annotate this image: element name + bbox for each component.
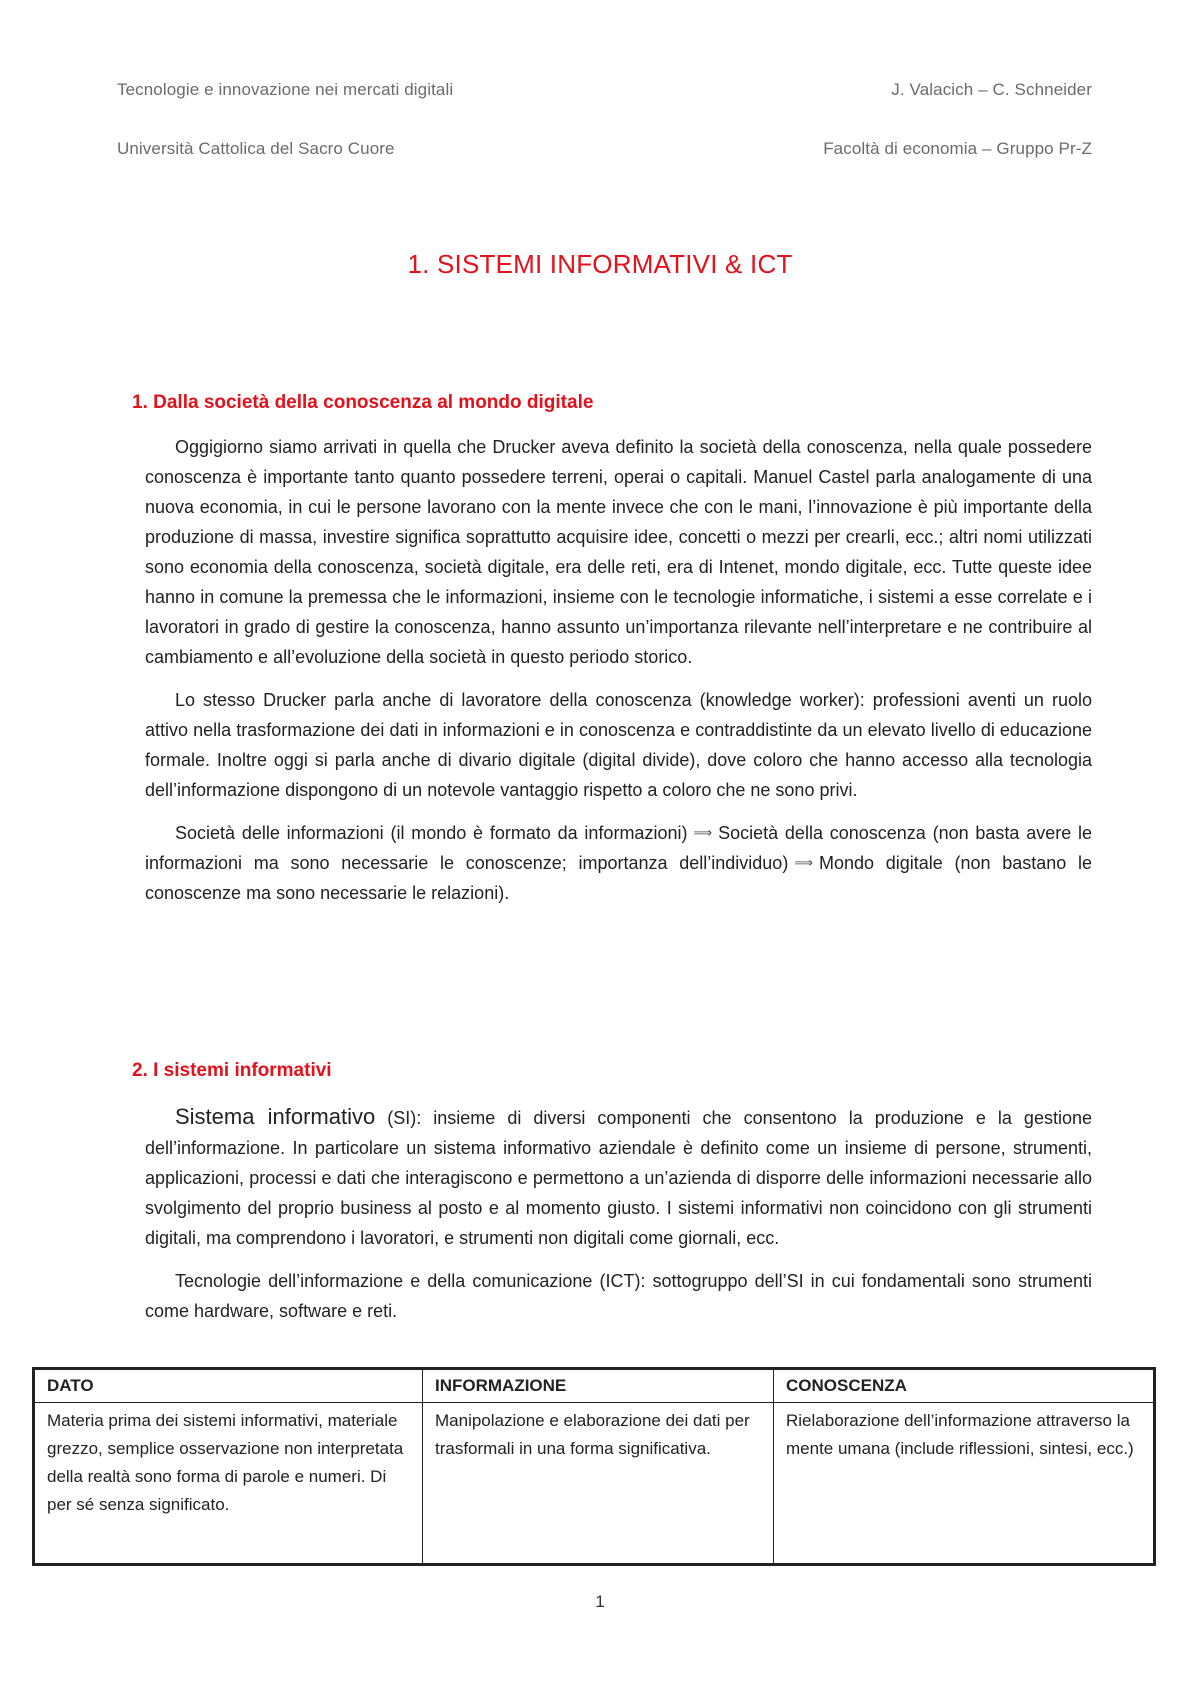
table-cell-dato: Materia prima dei sistemi informativi, materiale grezzo, semplice osservazione non interpretata della realtà sono forma di parole e numeri. Di per sé senza significato. xyxy=(34,1403,423,1565)
table-cell-conoscenza: Rielaborazione dell’informazione attraverso la mente umana (include riflessioni, sintesi, ecc.) xyxy=(774,1403,1155,1565)
section-1-heading: 1. Dalla società della conoscenza al mondo digitale xyxy=(132,392,594,413)
arrow-icon: ⟹ xyxy=(693,825,713,840)
table-header-row xyxy=(34,1369,1155,1403)
comparison-table xyxy=(32,1367,1156,1566)
table-header-dato: DATO xyxy=(34,1369,423,1403)
table-header-informazione: INFORMAZIONE xyxy=(423,1369,774,1403)
arrow-icon: ⟹ xyxy=(794,855,813,870)
table-row xyxy=(34,1403,1155,1565)
table-header-conoscenza: CONOSCENZA xyxy=(774,1369,1155,1403)
section-2-paragraph-1 xyxy=(145,1102,1092,1253)
section-1-body xyxy=(145,432,1092,921)
section-1-paragraph-3 xyxy=(145,818,1092,908)
section-2-body xyxy=(145,1102,1092,1339)
section-2-paragraph-2: Tecnologie dell’informazione e della comunicazione (ICT): sottogruppo dell’SI in cui fondamentali sono strumenti come hardware, software e reti. xyxy=(145,1271,1092,1321)
header-faculty: Facoltà di economia – Gruppo Pr-Z xyxy=(823,139,1092,158)
society-knowledge-text: Società della conoscenza (non basta avere le informazioni ma sono necessarie le conoscenze; importanza dell’individuo) xyxy=(145,823,1093,873)
header-course: Tecnologie e innovazione nei mercati digitali xyxy=(117,80,454,99)
section-1-paragraph-1: Oggigiorno siamo arrivati in quella che Drucker aveva definito la società della conoscenza, nella quale possedere conoscenza è importante tanto quanto possedere terreni, operai o capitali. Manuel Castel parla analogamente di una nuova economia, in cui le persone lavorano con la mente invece che con le mani, l’innovazione è più importante della produzione di massa, investire significa soprattutto acquisire idee, concetti o mezzi per crearli, ecc.; altri nomi utilizzati sono economia della conoscenza, società digitale, era delle reti, era di Intenet, mondo digitale, ecc. Tutte queste idee hanno in comune la premessa che le informazioni, insieme con le tecnologie informatiche, i sistemi a esse correlate e i lavoratori in grado di gestire la conoscenza, hanno assunto un’importanza rilevante nell’interpretare e ne contribuire al cambiamento e all’evoluzione della società in questo periodo storico. xyxy=(145,437,1092,667)
header-authors: J. Valacich – C. Schneider xyxy=(891,80,1092,99)
header-university: Università Cattolica del Sacro Cuore xyxy=(117,139,395,158)
digital-world-text: Mondo digitale (non bastano le conoscenze ma sono necessarie le relazioni). xyxy=(145,853,1092,903)
section-1-paragraph-2: Lo stesso Drucker parla anche di lavoratore della conoscenza (knowledge worker): professioni aventi un ruolo attivo nella trasformazione dei dati in informazioni e in conoscenza e contraddistinte da un elevato livello di educazione formale. Inoltre oggi si parla anche di divario digitale (digital divide), dove coloro che hanno accesso alla tecnologia dell’informazione dispongono di un notevole vantaggio rispetto a coloro che ne sono privi. xyxy=(145,690,1092,800)
page-number: 1 xyxy=(595,1592,605,1611)
page-title: 1. SISTEMI INFORMATIVI & ICT xyxy=(407,249,793,279)
society-information-text: Società delle informazioni (il mondo è formato da informazioni) xyxy=(175,823,688,843)
table-cell-informazione: Manipolazione e elaborazione dei dati per trasformali in una forma significativa. xyxy=(423,1403,774,1565)
section-2-paragraph-1-text: (SI): insieme di diversi componenti che consentono la produzione e la gestione dell’informazione. In particolare un sistema informativo aziendale è definito come un insieme di persone, strumenti, applicazioni, processi e dati che interagiscono e permettono a un’azienda di disporre delle informazioni necessarie allo svolgimento del proprio business al posto e al momento giusto. I sistemi informativi non coincidono con gli strumenti digitali, ma comprendono i lavoratori, e strumenti non digitali come giornali, ecc. xyxy=(145,1108,1092,1248)
term-sistema-informativo: Sistema informativo xyxy=(175,1104,376,1129)
header-row-1 xyxy=(117,80,1092,100)
section-2-heading: 2. I sistemi informativi xyxy=(132,1060,332,1081)
header-row-2 xyxy=(117,139,1092,159)
